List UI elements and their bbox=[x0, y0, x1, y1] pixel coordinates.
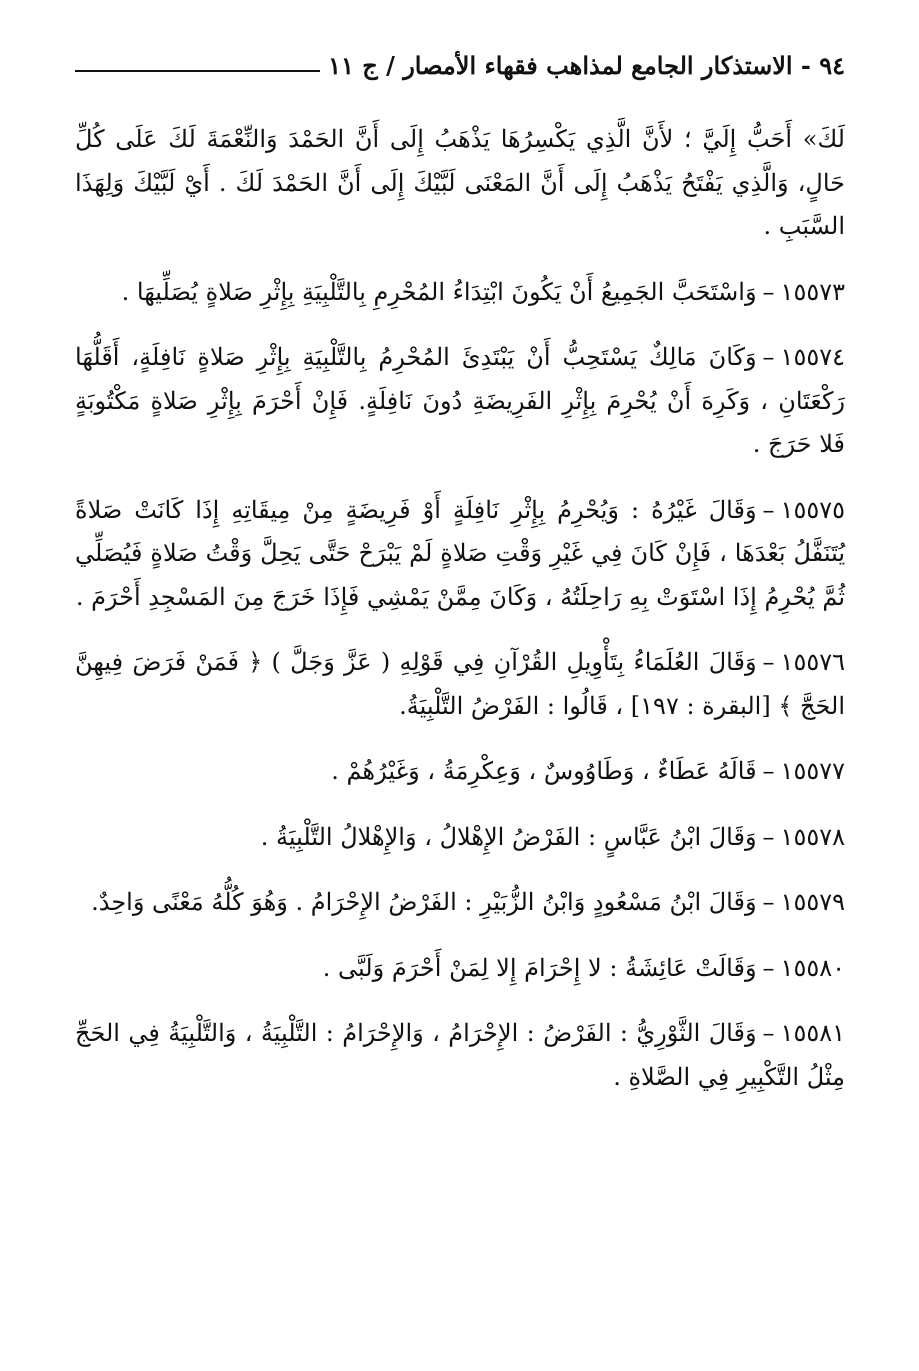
paragraph-text: قَالَهُ عَطَاءٌ ، وَطَاوُوسٌ ، وَعِكْرِمَةُ ، وَغَيْرُهُمْ . bbox=[331, 757, 757, 785]
paragraph-text: وَاسْتَحَبَّ الجَمِيعُ أَنْ يَكُونَ ابْتِدَاءُ المُحْرِمِ بِالتَّلْبِيَةِ بِإِثْرِ صَلاةٍ يُصَلِّيهَا . bbox=[121, 277, 757, 306]
body-text bbox=[75, 118, 845, 1121]
paragraph-15576 bbox=[75, 641, 845, 728]
paragraph-text: وَكَانَ مَالِكٌ يَسْتَحِبُّ أَنْ يَبْتَدِئَ المُحْرِمُ بِالتَّلْبِيَةِ بِإِثْرِ صَلاةٍ نَافِلَةٍ، أَقَلُّهَا رَكْعَتَانِ ، وَكَرِهَ أَنْ يُحْرِمَ بِإِثْرِ الفَرِيضَةِ دُونَ نَافِلَةٍ. فَإِنْ أَحْرَمَ بِإِثْرِ صَلاةٍ مَكْتُوبَةٍ فَلا حَرَجَ . bbox=[75, 343, 845, 458]
paragraph-15577 bbox=[75, 750, 845, 794]
paragraph-dash: – bbox=[762, 277, 775, 306]
paragraph-dash: – bbox=[762, 822, 775, 851]
paragraph-15580 bbox=[75, 947, 845, 991]
paragraph-dash: – bbox=[762, 1019, 775, 1047]
paragraph-number: ١٥٥٧٣ bbox=[780, 277, 845, 306]
header-title: ٩٤ - الاستذكار الجامع لمذاهب فقهاء الأمصار / ج ١١ bbox=[328, 51, 845, 80]
paragraph-number: ١٥٥٧٥ bbox=[780, 495, 845, 524]
paragraph-15573 bbox=[75, 271, 845, 315]
paragraph-text: وَقَالَ الثَّوْرِيُّ : الفَرْضُ : الإِحْرَامُ ، وَالإِحْرَامُ : التَّلْبِيَةُ ، وَالتَّلْبِيَةُ فِي الحَجِّ مِثْلُ التَّكْبِيرِ فِي الصَّلاةِ . bbox=[75, 1019, 845, 1091]
paragraph-continuation bbox=[75, 118, 845, 249]
running-header bbox=[75, 44, 845, 80]
paragraph-15574 bbox=[75, 336, 845, 467]
paragraph-15578 bbox=[75, 816, 845, 860]
paragraph-text: وَقَالَ ابْنُ مَسْعُودٍ وَابْنُ الزُّبَيْرِ : الفَرْضُ الإِحْرَامُ . وَهُوَ كُلُّهُ مَعْنًى وَاحِدٌ. bbox=[91, 888, 757, 916]
paragraph-15581 bbox=[75, 1012, 845, 1099]
paragraph-dash: – bbox=[762, 953, 775, 982]
paragraph-number: ١٥٥٨١ bbox=[780, 1019, 845, 1047]
paragraph-number: ١٥٥٧٧ bbox=[780, 757, 845, 785]
paragraph-text: وَقَالَ العُلَمَاءُ بِتَأْوِيلِ القُرْآنِ فِي قَوْلِهِ ( عَزَّ وَجَلَّ ) ﴿ فَمَنْ فَرَضَ فِيهِنَّ الحَجَّ ﴾ [البقرة : ١٩٧] ، قَالُوا : الفَرْضُ التَّلْبِيَةُ. bbox=[75, 648, 845, 720]
paragraph-text: وَقَالَ ابْنُ عَبَّاسٍ : الفَرْضُ الإِهْلالُ ، وَالإِهْلالُ التَّلْبِيَةُ . bbox=[260, 822, 757, 851]
paragraph-15575 bbox=[75, 489, 845, 620]
paragraph-dash: – bbox=[762, 495, 775, 524]
paragraph-number: ١٥٥٧٨ bbox=[780, 822, 845, 851]
header-rule bbox=[75, 70, 320, 72]
paragraph-dash: – bbox=[762, 648, 775, 676]
paragraph-number: ١٥٥٧٤ bbox=[780, 343, 845, 371]
paragraph-text: وَقَالَ غَيْرُهُ : وَيُحْرِمُ بِإِثْرِ نَافِلَةٍ أَوْ فَرِيضَةٍ مِنْ مِيقَاتِهِ إِذَا كَانَتْ صَلاةً يُتَنَفَّلُ بَعْدَهَا ، فَإِنْ كَانَ فِي غَيْرِ وَقْتِ صَلاةٍ لَمْ يَبْرَحْ حَتَّى يَحِلَّ وَقْتُ صَلاةٍ فَيُصَلِّي ثُمَّ يُحْرِمُ إِذَا اسْتَوَتْ بِهِ رَاحِلَتُهُ ، وَكَانَ مِمَّنْ يَمْشِي فَإِذَا خَرَجَ مِنَ المَسْجِدِ أَحْرَمَ . bbox=[75, 495, 845, 611]
paragraph-text: وَقَالَتْ عَائِشَةُ : لا إِحْرَامَ إِلا لِمَنْ أَحْرَمَ وَلَبَّى . bbox=[322, 953, 757, 982]
paragraph-dash: – bbox=[762, 888, 775, 916]
paragraph-15579 bbox=[75, 881, 845, 925]
paragraph-text: لَكَ» أَحَبُّ إِلَيَّ ؛ لأَنَّ الَّذِي يَكْسِرُهَا يَذْهَبُ إِلَى أَنَّ الحَمْدَ وَالنِّعْمَةَ لَكَ عَلَى كُلِّ حَالٍ، وَالَّذِي يَفْتَحُ يَذْهَبُ إِلَى أَنَّ المَعْنَى لَبَّيْكَ إِلَى أَنَّ الحَمْدَ لَكَ . أَيْ لَبَّيْكَ وَلِهَذَا السَّبَبِ . bbox=[75, 125, 845, 240]
paragraph-dash: – bbox=[762, 757, 775, 785]
paragraph-dash: – bbox=[762, 343, 775, 371]
paragraph-number: ١٥٥٧٩ bbox=[780, 888, 845, 916]
paragraph-number: ١٥٥٧٦ bbox=[780, 648, 845, 676]
paragraph-number: ١٥٥٨٠ bbox=[780, 953, 845, 982]
